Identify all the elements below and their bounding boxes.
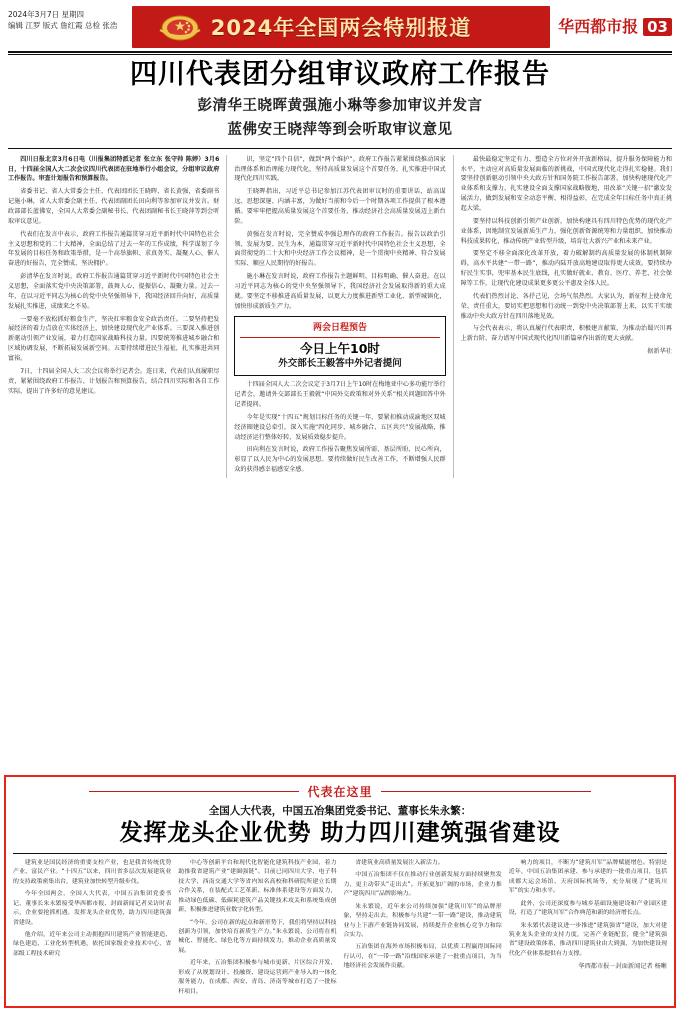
paragraph: 中心等创新平台和现代化智能化建筑科技产业园，着力助推我省建筑产业“建圈强链”。目前已同四川大学、电子科技大学、西南交通大学等省内知名高校和科研院所建立长期合作关系，在装配式工艺革新、标准体系建设等方面发力，推动绿色低碳、低碳耗建筑产品关键技术攻关和系统集成创新，积极推进建筑业数字化转型。 xyxy=(178,859,337,914)
paragraph: 十四届全国人大二次会议定于3月7日上午10时在梅地亚中心多功能厅举行记者会，邀请外交部部长王毅就“中国外交政策和对外关系”相关问题回答中外记者提问。 xyxy=(234,381,446,408)
paragraph: 王晓晖指出，习近平总书记参加江苏代表团审议时的重要讲话，站高谋远、思想深邃、内涵丰富，为做好当前和今后一个时期各项工作提供了根本遵循。要牢牢把握高质量发展这个首要任务，推动经济社会高质量发展迈上新台阶。 xyxy=(234,188,446,225)
paragraph: 7日，十四届全国人大二次会议将举行记者会。连日来，代表们认真履职尽责，紧紧围绕政府工作报告、计划报告和预算报告，结合四川实际和各自工作实际，提出了许多好的意见建议。 xyxy=(8,367,220,395)
highlight-kicker: 全国人大代表，中国五冶集团党委书记、董事长朱永繁： xyxy=(208,804,472,817)
paragraph: 彭清华在发言时说，政府工作报告通篇贯穿习近平新时代中国特色社会主义思想，全面落实党中央决策部署，鼓舞人心、提振信心、凝聚力量。过去一年，在以习近平同志为核心的党中央坚强领导下，我国经济回升向好，高质量发展扎实推进，成绩来之不易。 xyxy=(8,273,220,310)
agenda-box-time: 今日上午10时 xyxy=(300,341,380,357)
paragraph: 田向利在发言时说，政府工作报告聚焦发展所需、基层所盼、民心所向，彰显了以人民为中心的发展思想。要持续做好民生改善工作，不断增强人民群众的获得感幸福感安全感。 xyxy=(234,446,446,474)
paragraph: 代表们在发言中表示，政府工作报告通篇贯穿习近平新时代中国特色社会主义思想和党的二十大精神，全面总结了过去一年的工作成绩，科学谋划了今年发展的目标任务和政策举措，是一个高举旗帜、求真务实、凝聚人心、催人奋进的好报告，完全赞成、坚决拥护。 xyxy=(8,230,220,268)
tagline-dash-right xyxy=(381,791,591,792)
paragraph: 响力的项目，不断为“建筑川军”品牌赋能增色。特别是近年，中国五冶集团承建、参与承建的一批重点项目，包括成都大运会场馆、天府国际机场等，充分展现了“建筑川军”的实力和水平。 xyxy=(508,859,667,895)
paragraph: 今年是实现“十四五”规划目标任务的关键一年，要紧扣推动成渝地区双城经济圈建设总牵引，深入实施“四化同步、城乡融合、五区共兴”发展战略，推动经济运行整体好转、发展质效稳步提升。 xyxy=(234,413,446,441)
agenda-box-title: 外交部长王毅答中外记者提问 xyxy=(278,358,402,370)
paragraph: 建筑业是国民经济的重要支柱产业，也是我省传统优势产业、富民产业。“十四五”以来，四川省多层次发展建筑业的支持政策密集出台，建筑业加快转型升级步伐。 xyxy=(13,859,172,885)
paragraph: 中国五冶集团不仅在推动行业创新发展方面持续聚焦发力，更主动带头“走出去”。开拓更加广阔的市场，企业力推产“建筑四川”品牌影响力。 xyxy=(343,872,502,898)
tagline-dash-left xyxy=(89,791,299,792)
highlight-article xyxy=(4,775,676,1008)
agenda-box-tag: 两会日程预告 xyxy=(240,321,439,339)
highlight-column-1 xyxy=(13,859,171,1000)
paragraph: 最快最稳定坚定有力、塑造全方位对外开放新格局，提升服务保障能力和水平，主动应对高质量发展面临的新挑战，中国式现代化走得扎实稳健。我们要坚持创新驱动引领中央大政方针和国务院工作报告部署，加快构建现代化产业体系和支撑力，扎实建设全面支撑国家战略腹地，用改革“关键一招”激发发展活力，做到发展和安全动态平衡、相得益彰，在完成全年目标任务中真正挑起大梁。 xyxy=(460,155,672,213)
highlight-columns xyxy=(13,859,667,1000)
paragraph: 朱永繁说，近年来公司持续加强“建筑川军”的品牌形象，坚持走出去，积极参与共建“一带一路”建设，推动建筑业与上下游产业链协同发展，持续提升企业核心竞争力和综合实力。 xyxy=(343,903,502,938)
highlight-column-3 xyxy=(344,859,502,1000)
paragraph: 黄强在发言时说，完全赞成李强总理作的政府工作报告。报告以政治引领、发展为要、民生为本，通篇贯穿习近平新时代中国特色社会主义思想，全面贯彻党的二十大和中央经济工作会议精神，是一个贯彻中央精神、符合发展实际、顺应人民期待的好报告。 xyxy=(234,230,446,268)
main-article-byline: 据新华社 xyxy=(647,348,672,356)
main-headline: 四川代表团分组审议政府工作报告 xyxy=(130,59,550,90)
masthead-staff: 编辑 江罗 版式 詹红霞 总检 张浩 xyxy=(8,20,118,30)
national-emblem-icon xyxy=(154,12,206,42)
headline-underline xyxy=(8,148,672,149)
masthead-left-info xyxy=(8,6,128,48)
paragraph: 他介绍，近年来公司主动拥抱四川建筑产业智能建造、绿色建造、工业化转型机遇，依托国家级企业技术中心，省部级工程技术研究 xyxy=(13,931,172,957)
main-subhead-line1: 彭清华王晓晖黄强施小琳等参加审议并发言 xyxy=(197,98,483,115)
paragraph: 与会代表表示，将认真履行代表职责，积极建言献策，为推动治蜀兴川再上新台阶、奋力谱写中国式现代化四川新篇章作出新的更大贡献。 xyxy=(460,325,672,343)
paragraph: 识，坚定“四个自信”，做到“两个维护”。政府工作报告紧紧围绕推动国家治理体系和治理能力现代化，坚持高质量发展这个首要任务，扎实推进中国式现代化四川实践。 xyxy=(234,155,446,183)
main-subhead-line2: 蓝佛安王晓萍等到会听取审议意见 xyxy=(227,121,453,138)
banner-title: 2024年全国两会特别报道 xyxy=(210,16,472,40)
highlight-tagline xyxy=(13,783,667,800)
paragraph: 要坚持以科技创新引领产业创新，加快构建具有四川特色优势的现代化产业体系，因地制宜发展新质生产力，强化创新资源统筹和力量组织，加快推动科技成果转化，推动传统产业转型升级，培育壮大新兴产业和未来产业。 xyxy=(460,217,672,245)
masthead-rule-thin xyxy=(8,54,672,55)
paragraph: 近年来，五冶集团积极参与城市更新、片区综合开发，形成了从规划设计、投融资、建设运营到产业导入的一体化服务能力，在成都、西安、青岛、济南等城市打造了一批标杆项目。 xyxy=(178,960,337,995)
paragraph: 此外，公司还深度参与城乡基础设施建设和产业园区建设，打造了“建筑川军”合作典范和新的经济增长点。 xyxy=(508,900,667,917)
column-divider xyxy=(226,155,227,478)
paragraph: “今年，公司在新的起点和新形势下，我们将坚持以科技创新为引领，加快培育新质生产力。”朱永繁说，公司将在机械化、智能化、绿色化等方面持续发力，推动企业高质量发展。 xyxy=(178,919,337,954)
paragraph: 朱永繁代表建议进一步推进“建筑强省”建设，加大对建筑业龙头企业的支持力度，完善产业链配套，健全“建筑强省”建设政策体系，推动四川建筑业由大到强，为加快建设现代化产业体系提供有力支撑。 xyxy=(508,922,667,957)
paragraph: 施小琳在发言时说，政府工作报告主题鲜明、目标明确、催人奋进。在以习近平同志为核心的党中央坚强领导下，我国经济社会发展取得新的重大成就。要坚定不移推进高质量发展，以更大力度推进新型工业化、新型城镇化，加快形成新质生产力。 xyxy=(234,273,446,310)
main-article-columns xyxy=(8,155,672,478)
highlight-tag: 代表在这里 xyxy=(307,784,373,799)
masthead xyxy=(8,6,672,48)
paragraph: 代表们热烈讨论、各抒己见，会场气氛热烈。大家认为，新征程上使命光荣、责任重大，要切实把思想和行动统一到党中央决策部署上来，以实干实绩推动中央大政方针在四川落地见效。 xyxy=(460,292,672,320)
column-divider xyxy=(453,155,454,478)
paragraph: 省建筑业高质量发展注入新活力。 xyxy=(355,859,444,866)
paragraph: 要坚定不移全面深化改革开放，着力破解制约高质量发展的体制机制障碍，高水平共建“一带一路”，推动内陆开放高地建设取得更大成效。要持续办好民生实事，兜牢基本民生底线，扎实做好就业、教育、医疗、养老、社会保障等工作，让现代化建设成果更多更公平惠及全体人民。 xyxy=(460,250,672,288)
paragraph: 四川日报北京3月6日电（川报集团特派记者 张立东 张守帅 陈婷）3月6日，十四届全国人大二次会议四川代表团在驻地举行小组会议，分组审议政府工作报告。审查计划报告和预算报告。 xyxy=(8,155,220,183)
highlight-title: 发挥龙头企业优势 助力四川建筑强省建设 xyxy=(119,820,561,847)
masthead-banner xyxy=(132,6,550,48)
paragraph: 一要毫不放松抓好粮食生产，坚决扛牢粮食安全政治责任。二要坚持把发展经济的着力点放在实体经济上，加快建设现代化产业体系。三要深入推进创新驱动引领产业发展，着力打造国家战略科技力量。四要统筹推进城乡融合和区域协调发展，不断拓展发展新空间。五要持续增进民生福祉，扎实推进共同富裕。 xyxy=(8,315,220,363)
masthead-rule-thick xyxy=(8,51,672,53)
highlight-column-2 xyxy=(178,859,336,1000)
paper-name: 华西都市报 xyxy=(558,17,639,36)
paragraph: 省委书记、省人大常委会主任、代表团团长王晓晖，省长黄强，省委副书记施小琳，省人大常委会副主任、代表团副团长田向利等参加审议并发言。财政部部长蓝佛安，全国人大常委会副秘书长、代表团副秘书长王晓萍等到会听取审议意见。 xyxy=(8,188,220,225)
agenda-box xyxy=(234,316,445,377)
paragraph: 今年全国两会，全国人大代表，中国五冶集团党委书记、董事长朱永繁接受华西都市报、封面新闻记者采访时表示，企业要抢抓机遇，发挥龙头企业优势，助力四川建筑强省建设。 xyxy=(13,891,172,926)
paragraph: 五冶集团在海外市场积极布局，以优质工程赢得国际同行认可，在“一带一路”沿线国家承建了一批重点项目，为当地经济社会发展作贡献。 xyxy=(343,944,502,970)
article-column-2 xyxy=(234,155,445,478)
article-column-1 xyxy=(8,155,219,478)
masthead-right xyxy=(554,6,672,48)
highlight-byline: 华西都市报－封面新闻记者 杨晰 xyxy=(578,963,667,971)
article-column-3 xyxy=(461,155,672,478)
highlight-column-4 xyxy=(509,859,667,1000)
masthead-date: 2024年3月7日 星期四 xyxy=(8,10,85,19)
highlight-rule xyxy=(13,853,667,854)
page-number: 03 xyxy=(643,18,672,37)
